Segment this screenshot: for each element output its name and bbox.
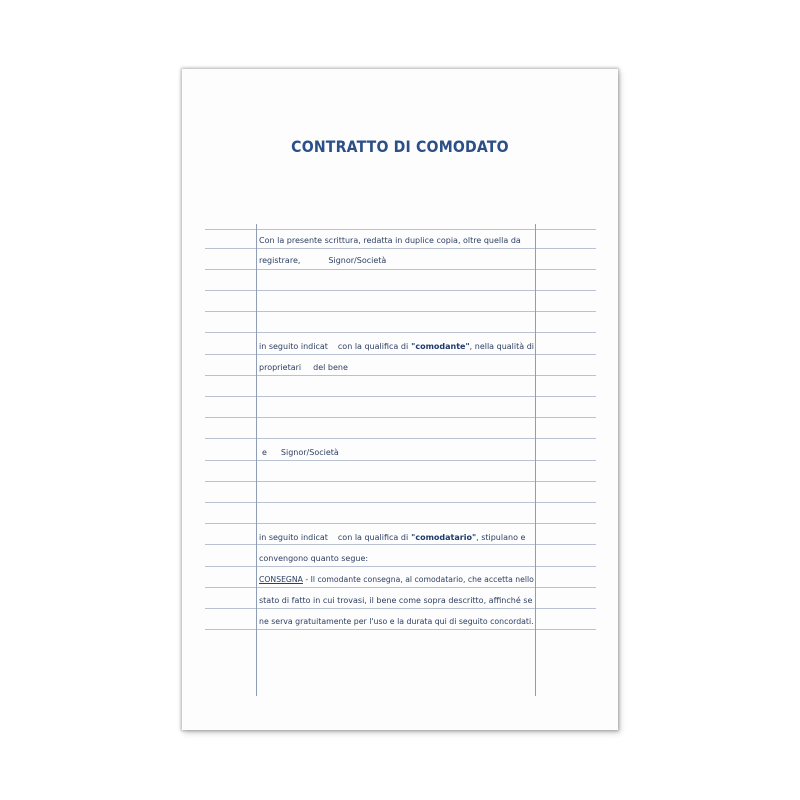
- contract-line-7: [259, 554, 534, 564]
- contract-line-5: [259, 448, 534, 458]
- contract-line-4: [259, 363, 534, 373]
- contract-text: , stipulano e: [476, 533, 526, 542]
- contract-line-10: [259, 617, 534, 627]
- left-margin-line: [256, 224, 257, 696]
- contract-line-9: [259, 596, 534, 606]
- comodatario-term: "comodatario": [411, 533, 477, 542]
- contract-text: in seguito indicat: [259, 533, 328, 542]
- ruled-line: [205, 290, 596, 291]
- ruled-line: [205, 396, 596, 397]
- ruled-line: [205, 481, 596, 482]
- contract-text: in seguito indicat: [259, 342, 328, 351]
- contract-text: , nella qualità di: [469, 342, 535, 351]
- ruled-line: [205, 460, 596, 461]
- ruled-line: [205, 332, 596, 333]
- ruled-line: [205, 587, 596, 588]
- contract-text: Signor/Società: [328, 256, 387, 265]
- ruled-line: [205, 566, 596, 567]
- ruled-line: [205, 311, 596, 312]
- ruled-line: [205, 375, 596, 376]
- contract-text: proprietari: [259, 363, 302, 372]
- contract-text: e: [262, 448, 267, 457]
- contract-text: con la qualifica di: [337, 342, 409, 351]
- contract-page: [182, 69, 618, 730]
- contract-text: Signor/Società: [280, 448, 339, 457]
- contract-text: stato di fatto in cui trovasi, il bene come sopra descritto, affinché se: [259, 596, 533, 605]
- contract-title: CONTRATTO DI COMODATO: [291, 137, 509, 156]
- ruled-line: [205, 629, 596, 630]
- ruled-line: [205, 417, 596, 418]
- contract-text: ne serva gratuitamente per l'uso e la durata qui di seguito concordati.: [259, 617, 534, 626]
- ruled-line: [205, 269, 596, 270]
- ruled-line: [205, 229, 596, 230]
- contract-line-8: [259, 575, 534, 585]
- contract-text: Con la presente scrittura, redatta in duplice copia, oltre quella da: [259, 236, 521, 245]
- ruled-line: [205, 608, 596, 609]
- contract-line-6: [259, 533, 534, 543]
- consegna-heading: CONSEGNA: [259, 575, 303, 584]
- ruled-line: [205, 523, 596, 524]
- contract-text: del bene: [313, 363, 348, 372]
- contract-line-3: [259, 342, 534, 352]
- contract-text: - Il comodante consegna, al comodatario, che accetta nello: [302, 575, 534, 584]
- contract-text: convengono quanto segue:: [259, 554, 369, 563]
- ruled-line: [205, 354, 596, 355]
- contract-text: con la qualifica di: [337, 533, 409, 542]
- contract-line-2: [259, 256, 534, 266]
- contract-line-1: [259, 236, 534, 246]
- right-margin-line: [535, 224, 536, 696]
- ruled-line: [205, 502, 596, 503]
- ruled-line: [205, 248, 596, 249]
- ruled-line: [205, 544, 596, 545]
- comodante-term: "comodante": [411, 342, 470, 351]
- contract-text: registrare,: [259, 256, 301, 265]
- ruled-line: [205, 438, 596, 439]
